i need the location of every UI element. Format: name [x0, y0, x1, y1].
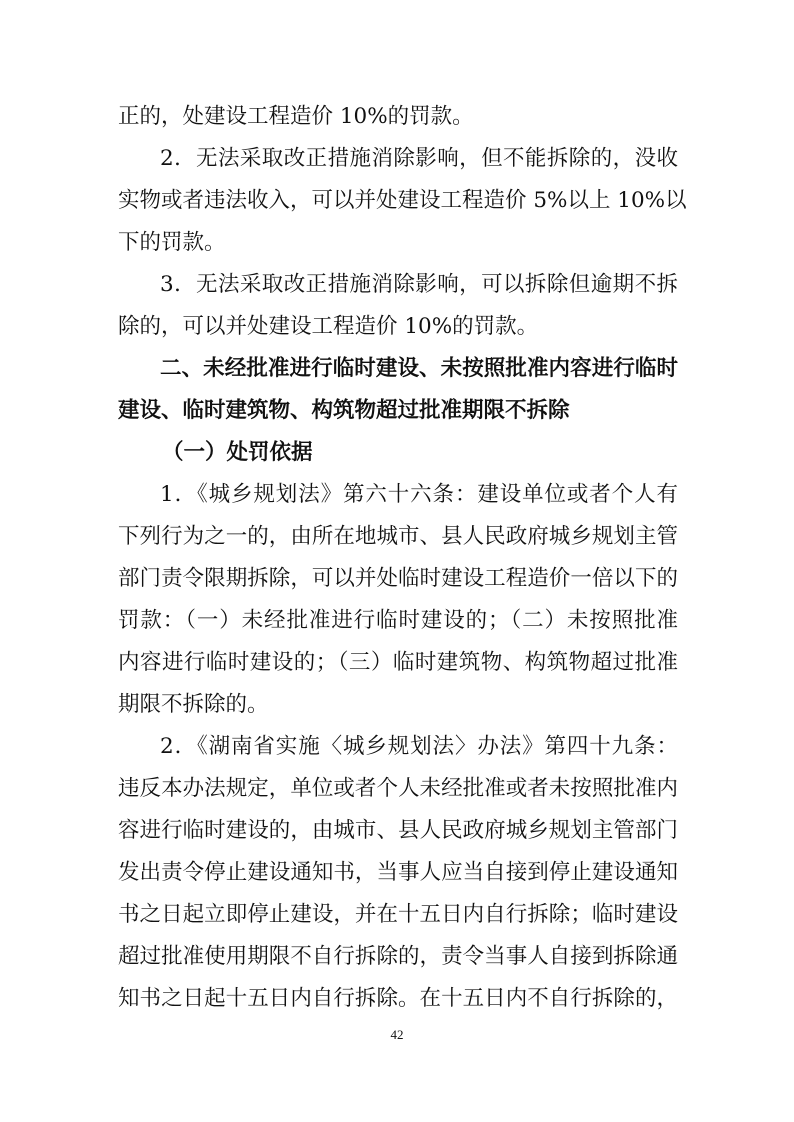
text-line: 内容进行临时建设的；（三）临时建筑物、构筑物超过批准: [118, 650, 678, 675]
subsection-heading: （一）处罚依据: [162, 440, 313, 465]
text-line: 实物或者违法收入，可以并处建设工程造价 5%以上 10%以: [118, 188, 687, 213]
section-heading: 二、未经批准进行临时建设、未按照批准内容进行临时: [160, 356, 678, 381]
text-line: 罚款：（一）未经批准进行临时建设的；（二）未按照批准: [118, 608, 678, 633]
text-line: 正的，处建设工程造价 10%的罚款。: [118, 104, 474, 129]
text-line: 知书之日起十五日内自行拆除。在十五日内不自行拆除的，: [118, 986, 678, 1011]
section-heading: 建设、临时建筑物、构筑物超过批准期限不拆除: [118, 398, 570, 423]
text-line: 2．无法采取改正措施消除影响，但不能拆除的，没收: [160, 146, 678, 171]
text-line: 除的，可以并处建设工程造价 10%的罚款。: [118, 314, 539, 339]
text-line: 违反本办法规定，单位或者个人未经批准或者未按照批准内: [118, 776, 678, 801]
text-line: 容进行临时建设的，由城市、县人民政府城乡规划主管部门: [118, 818, 678, 843]
text-line: 发出责令停止建设通知书，当事人应当自接到停止建设通知: [118, 860, 678, 885]
text-line: 1．《城乡规划法》第六十六条：建设单位或者个人有: [160, 482, 678, 507]
page-number: 42: [390, 1027, 404, 1042]
text-line: 超过批准使用期限不自行拆除的，责令当事人自接到拆除通: [118, 944, 678, 969]
text-line: 2．《湖南省实施〈城乡规划法〉办法》第四十九条：: [160, 734, 678, 759]
text-line: 期限不拆除的。: [118, 692, 269, 717]
text-line: 部门责令限期拆除，可以并处临时建设工程造价一倍以下的: [118, 566, 678, 591]
text-line: 下的罚款。: [118, 230, 226, 255]
text-line: 下列行为之一的，由所在地城市、县人民政府城乡规划主管: [118, 524, 678, 549]
text-line: 3．无法采取改正措施消除影响，可以拆除但逾期不拆: [160, 272, 678, 297]
text-line: 书之日起立即停止建设，并在十五日内自行拆除；临时建设: [118, 902, 678, 927]
